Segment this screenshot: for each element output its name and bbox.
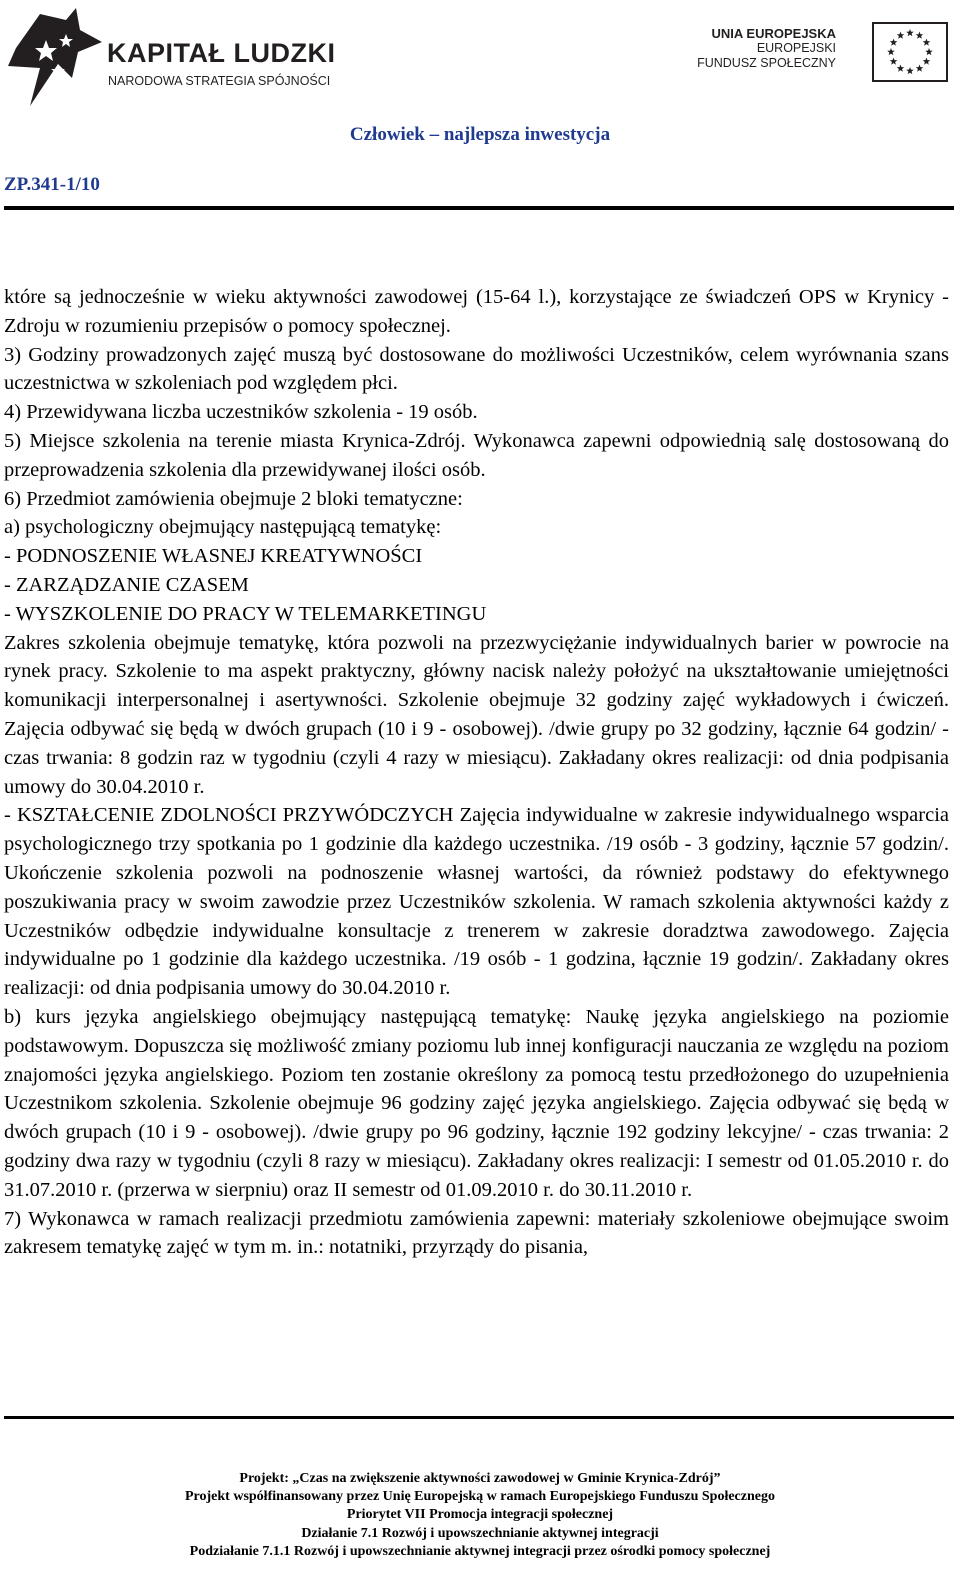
footer-line: Priorytet VII Promocja integracji społecznej xyxy=(346,1507,614,1523)
paragraph: - KSZTAŁCENIE ZDOLNOŚCI PRZYWÓDCZYCH Zajęcia indywidualne w zakresie indywidualnego wsparcia psychologicznego trzy spotkania po 1 godzinie dla każdego uczestnika. /19 osób - 3 godziny, łącznie 57 godzin/. Ukończenie szkolenia pozwoli na podnoszenie własnej wartości, da również podstawy do efektywnego poszukiwania pracy w swoim zawodzie przez Uczestników szkolenia. W ramach szkolenia aktywności każdy z Uczestników odbędzie indywidualne konsultacje z trenerem w zakresie doradztwa zawodowego. Zajęcia indywidualne po 1 godzinie dla każdego uczestnika. /19 osób - 1 godzina, łącznie 19 godzin/. Zakładany okres realizacji: od dnia podpisania umowy do 30.04.2010 r. xyxy=(4,804,949,1000)
page-footer xyxy=(0,1470,960,1561)
eu-star-icon xyxy=(887,48,895,55)
paragraph: a) psychologiczny obejmujący następującą tematykę: xyxy=(4,516,442,539)
eu-star-icon xyxy=(923,39,931,46)
eu-logo xyxy=(686,22,950,82)
paragraph: 7) Wykonawca w ramach realizacji przedmiotu zamówienia zapewni: materiały szkoleniowe obejmujące swoim zakresem tematykę zajęć w tym m. in.: notatniki, przyrządy do pisania, xyxy=(4,1207,949,1259)
footer-divider xyxy=(4,1416,954,1419)
eu-line-2: EUROPEJSKI xyxy=(756,41,836,55)
paragraph: b) kurs języka angielskiego obejmujący następującą tematykę: Naukę języka angielskiego na poziomie podstawowym. Dopuszcza się możliwość zmiany poziomu lub innej konfiguracji nauczania ze względu na poziom znajomości języka angielskiego. Poziom ten zostanie określony za pomocą testu przedłożonego do uzupełnienia Uczestnikom szkolenia. Szkolenie obejmuje 96 godziny zajęć języka angielskiego. Zajęcia odbywać się będą w dwóch grupach (10 i 9 - osobowej). /dwie grupy po 96 godziny, łącznie 192 godziny lekcyjne/ - czas trwania: 2 godziny dwa razy w tygodniu (czyli 8 razy w miesiącu). Zakładany okres realizacji: I semestr od 01.05.2010 r. do 31.07.2010 r. (przerwa w sierpniu) oraz II semestr od 01.09.2010 r. do 30.11.2010 r. xyxy=(4,1005,949,1201)
paragraph: Zakres szkolenia obejmuje tematykę, która pozwoli na przezwyciężanie indywidualnych barier w powrocie na rynek pracy. Szkolenie to ma aspekt praktyczny, główny nacisk należy położyć na ukształtowanie umiejętności komunikacji interpersonalnej i asertywności. Szkolenie obejmuje 32 godziny zajęć wykładowych i ćwiczeń. Zajęcia odbywać się będą w dwóch grupach (10 i 9 - osobowej). /dwie grupy po 32 godziny, łącznie 64 godzin/ - czas trwania: 8 godzin raz w tygodniu (czyli 4 razy w miesiącu). Zakładany okres realizacji: od dnia podpisania umowy do 30.04.2010 r. xyxy=(4,631,949,798)
footer-line: Projekt: „Czas na zwiększenie aktywności zawodowej w Gminie Krynica-Zdrój” xyxy=(239,1471,721,1486)
footer-line: Działanie 7.1 Rozwój i upowszechnianie aktywnej integracji xyxy=(301,1525,659,1541)
eu-star-icon xyxy=(890,39,898,46)
eu-star-icon xyxy=(923,58,931,65)
eu-star-icon xyxy=(906,67,914,74)
motto: Człowiek – najlepsza inwestycja xyxy=(349,124,611,145)
paragraph: 6) Przedmiot zamówienia obejmuje 2 bloki tematyczne: xyxy=(4,487,463,510)
paragraph: 3) Godziny prowadzonych zajęć muszą być dostosowane do możliwości Uczestników, celem wyrównania szans uczestnictwa w szkoleniach pod względem płci. xyxy=(4,343,949,395)
kapital-ludzki-star-icon xyxy=(6,8,102,108)
eu-star-icon xyxy=(925,48,933,55)
eu-star-icon xyxy=(897,32,905,39)
logo-subtitle: NARODOWA STRATEGIA SPÓJNOŚCI xyxy=(108,74,331,88)
list-item: - PODNOSZENIE WŁASNEJ KREATYWNOŚCI xyxy=(4,545,423,568)
footer-line: Projekt współfinansowany przez Unię Europejską w ramach Europejskiego Funduszu Społecznego xyxy=(185,1489,775,1505)
page-header xyxy=(0,0,960,210)
eu-star-icon xyxy=(916,64,924,71)
paragraph: 5) Miejsce szkolenia na terenie miasta Krynica-Zdrój. Wykonawca zapewni odpowiednią salę dostosowaną do przeprowadzenia szkolenia dla przewidywanej ilości osób. xyxy=(4,429,949,481)
document-body xyxy=(4,283,949,1262)
eu-star-icon xyxy=(906,29,914,36)
eu-flag-icon xyxy=(872,22,948,82)
eu-star-icon xyxy=(890,58,898,65)
reference-number: ZP.341-1/10 xyxy=(4,174,100,195)
paragraph: 4) Przewidywana liczba uczestników szkolenia - 19 osób. xyxy=(4,401,478,424)
header-divider xyxy=(4,206,954,210)
eu-line-1: UNIA EUROPEJSKA xyxy=(711,26,836,41)
eu-star-icon xyxy=(897,64,905,71)
eu-logo-text xyxy=(697,26,836,71)
list-item: - WYSZKOLENIE DO PRACY W TELEMARKETINGU xyxy=(4,602,487,625)
footer-line: Podziałanie 7.1.1 Rozwój i upowszechnianie aktywnej integracji przez ośrodki pomocy społecznej xyxy=(189,1543,771,1559)
eu-star-icon xyxy=(916,32,924,39)
logo-title: KAPITAŁ LUDZKI xyxy=(107,38,336,68)
paragraph: które są jednocześnie w wieku aktywności zawodowej (15-64 l.), korzystające ze świadczeń OPS w Krynicy - Zdroju w rozumieniu przepisów o pomocy społecznej. xyxy=(4,286,949,337)
eu-line-3: FUNDUSZ SPOŁECZNY xyxy=(697,56,836,70)
kapital-ludzki-logo xyxy=(6,8,346,108)
list-item: - ZARZĄDZANIE CZASEM xyxy=(4,573,249,596)
